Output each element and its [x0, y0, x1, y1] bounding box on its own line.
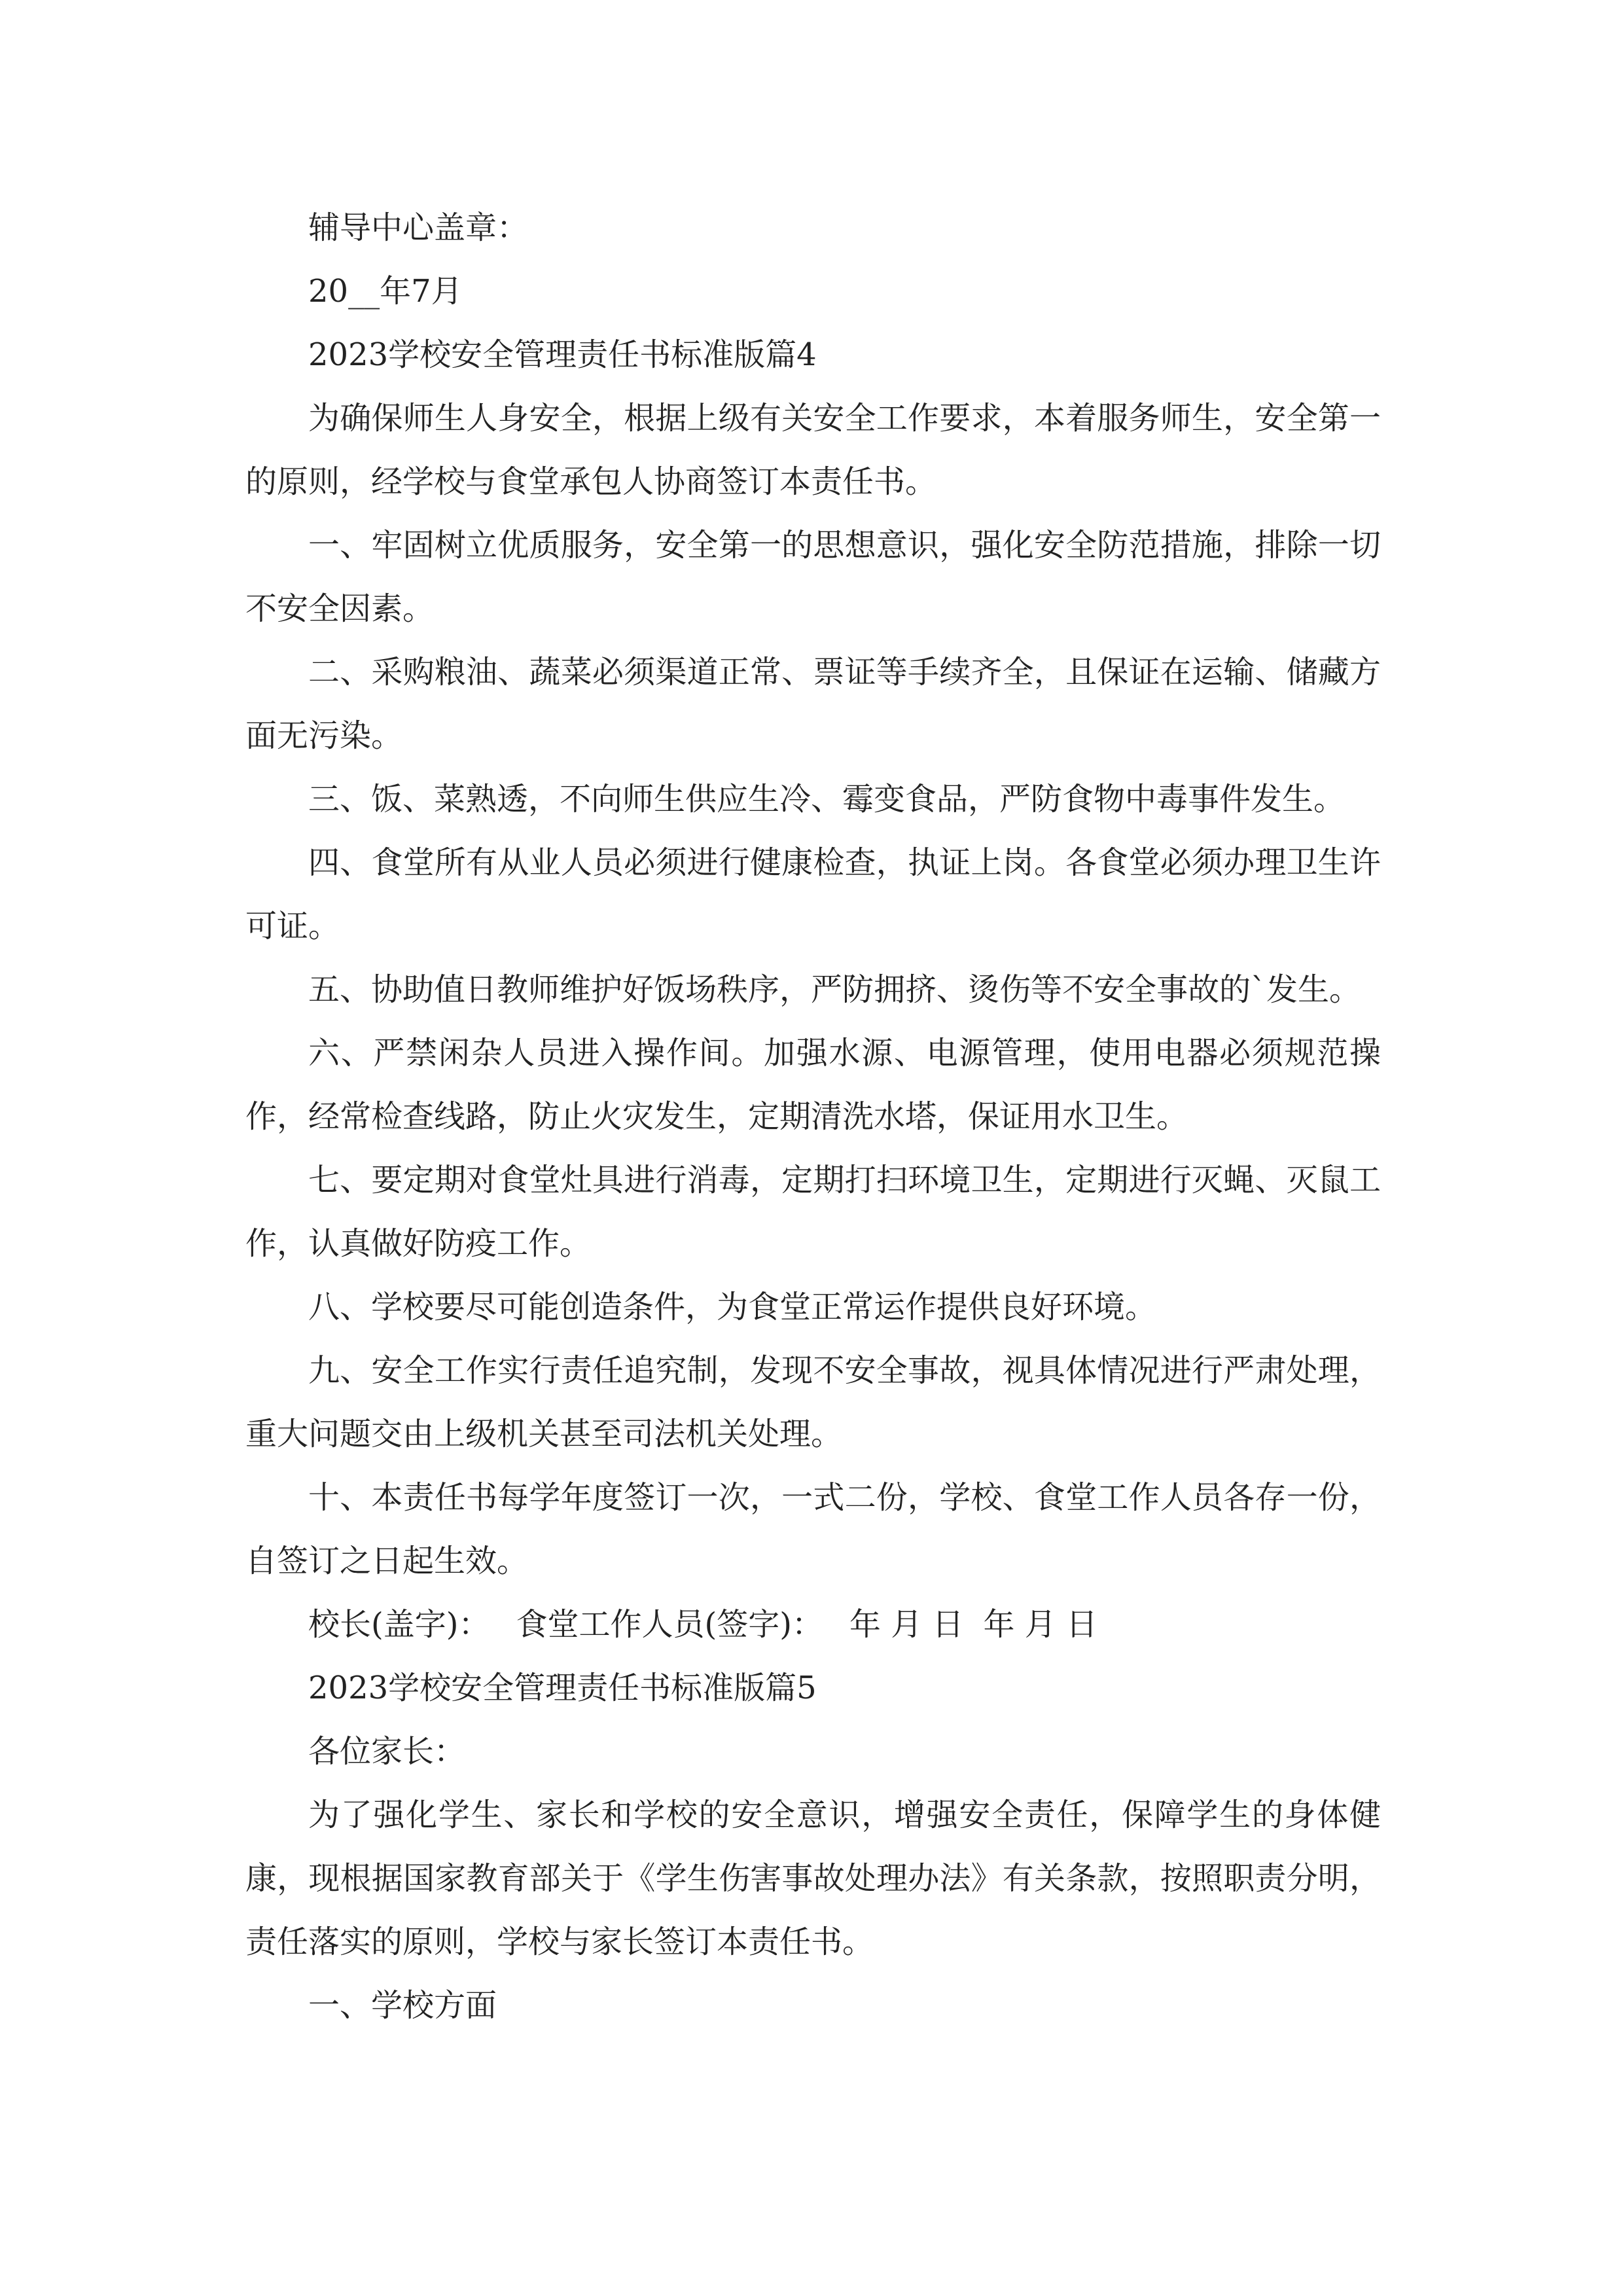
signature-row: [245, 1593, 1381, 1657]
paragraph-item-6: 六、严禁闲杂人员进入操作间。加强水源、电源管理，使用电器必须规范操作，经常检查线路，防止火灾发生，定期清洗水塔，保证用水卫生。: [245, 1035, 1381, 1135]
paragraph-item-4: 四、食堂所有从业人员必须进行健康检查，执证上岗。各食堂必须办理卫生许可证。: [245, 844, 1381, 944]
stamp-line: 辅导中心盖章：: [308, 209, 529, 246]
date-line: 20__年7月: [308, 273, 463, 310]
paragraph-item-9: 九、安全工作实行责任追究制，发现不安全事故，视具体情况进行严肃处理，重大问题交由上级机关甚至司法机关处理。: [245, 1352, 1381, 1452]
paragraph-intro-5: 为了强化学生、家长和学校的安全意识，增强安全责任，保障学生的身体健康，现根据国家教育部关于《学生伤害事故处理办法》有关条款，按照职责分明，责任落实的原则，学校与家长签订本责任书。: [245, 1797, 1381, 1960]
paragraph-item-1: 一、牢固树立优质服务，安全第一的思想意识，强化安全防范措施，排除一切不安全因素。: [245, 527, 1381, 627]
paragraph-item-3: 三、饭、菜熟透，不向师生供应生冷、霉变食品，严防食物中毒事件发生。: [308, 781, 1346, 817]
signature-date-2: 年 月 日: [983, 1606, 1097, 1643]
principal-signature-label: 校长(盖字)：: [308, 1606, 490, 1643]
subsection-school: 一、学校方面: [308, 1987, 497, 2024]
salutation: 各位家长：: [308, 1733, 466, 1770]
paragraph-item-2: 二、采购粮油、蔬菜必须渠道正常、票证等手续齐全，且保证在运输、储藏方面无污染。: [245, 654, 1381, 754]
section-title-5: 2023学校安全管理责任书标准版篇5: [308, 1670, 817, 1706]
staff-signature-label: 食堂工作人员(签字)：: [516, 1606, 823, 1643]
paragraph-item-7: 七、要定期对食堂灶具进行消毒，定期打扫环境卫生，定期进行灭蝇、灭鼠工作，认真做好防疫工作。: [245, 1162, 1381, 1262]
signature-date-1: 年 月 日: [849, 1606, 964, 1643]
paragraph-intro-4: 为确保师生人身安全，根据上级有关安全工作要求，本着服务师生，安全第一的原则，经学校与食堂承包人协商签订本责任书。: [245, 400, 1381, 500]
paragraph-item-10: 十、本责任书每学年度签订一次，一式二份，学校、食堂工作人员各存一份，自签订之日起生效。: [245, 1479, 1381, 1579]
document-body: [245, 196, 1381, 2037]
section-title-4: 2023学校安全管理责任书标准版篇4: [308, 336, 817, 373]
paragraph-item-5: 五、协助值日教师维护好饭场秩序，严防拥挤、烫伤等不安全事故的`发生。: [308, 971, 1361, 1008]
paragraph-item-8: 八、学校要尽可能创造条件，为食堂正常运作提供良好环境。: [308, 1289, 1157, 1325]
